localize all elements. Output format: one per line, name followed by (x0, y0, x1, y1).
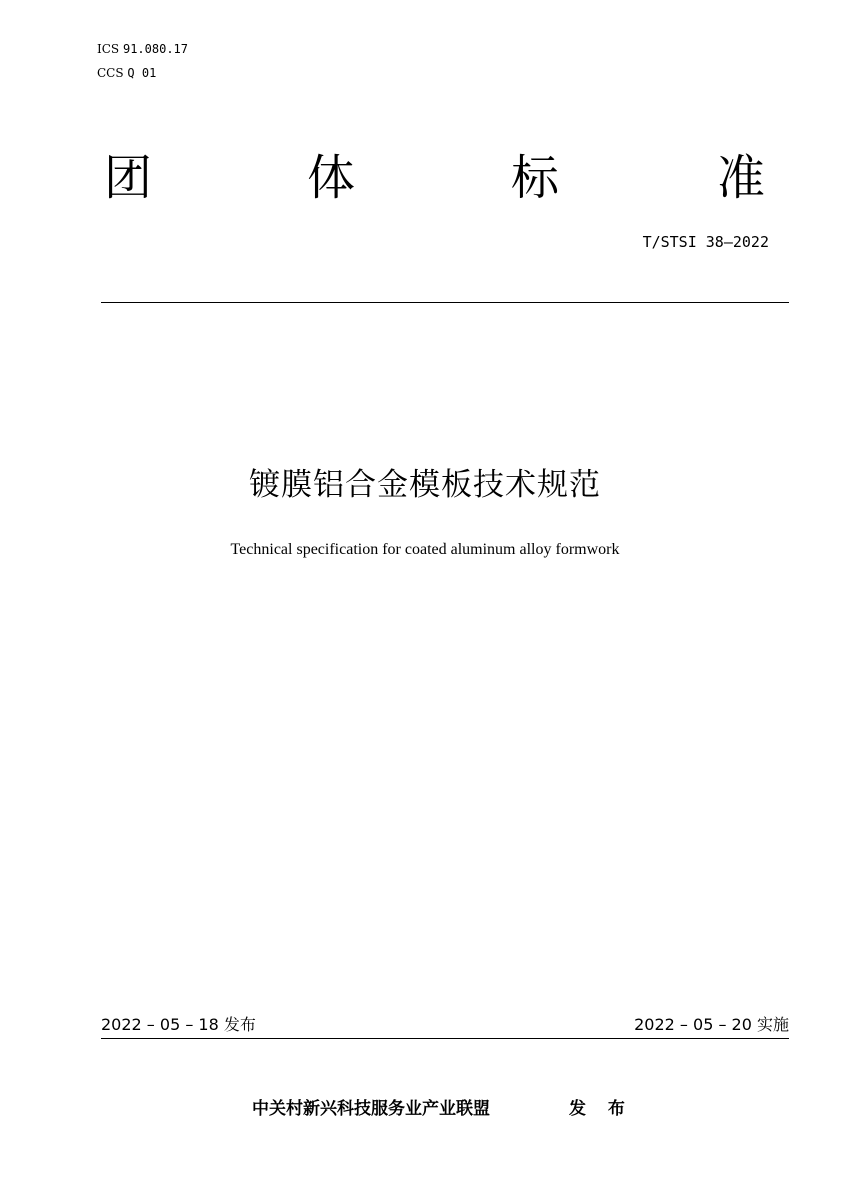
header-char-2: 体 (307, 150, 356, 206)
top-divider (101, 302, 789, 303)
document-title-chinese: 镀膜铝合金模板技术规范 (249, 467, 601, 503)
standard-number: T/STSI 38—2022 (642, 233, 769, 251)
ccs-classification (97, 66, 156, 80)
ccs-code: Q 01 (127, 66, 157, 80)
publish-date: 2022 – 05 – 18 发布 (101, 1015, 256, 1034)
header-char-3: 标 (511, 150, 560, 206)
bottom-divider (101, 1038, 789, 1039)
header-char-4: 准 (717, 150, 766, 206)
header-char-1: 团 (104, 150, 153, 206)
ics-classification (97, 42, 188, 56)
implement-date: 2022 – 05 – 20 实施 (634, 1015, 789, 1034)
ics-code: 91.080.17 (122, 42, 189, 56)
document-title-english: Technical specification for coated aluminum alloy formwork (230, 541, 620, 558)
publisher-name: 中关村新兴科技服务业产业联盟 (252, 1099, 490, 1119)
ics-label: ICS (97, 42, 120, 56)
publisher-action: 发 布 (569, 1099, 633, 1119)
ccs-label: CCS (97, 66, 124, 80)
